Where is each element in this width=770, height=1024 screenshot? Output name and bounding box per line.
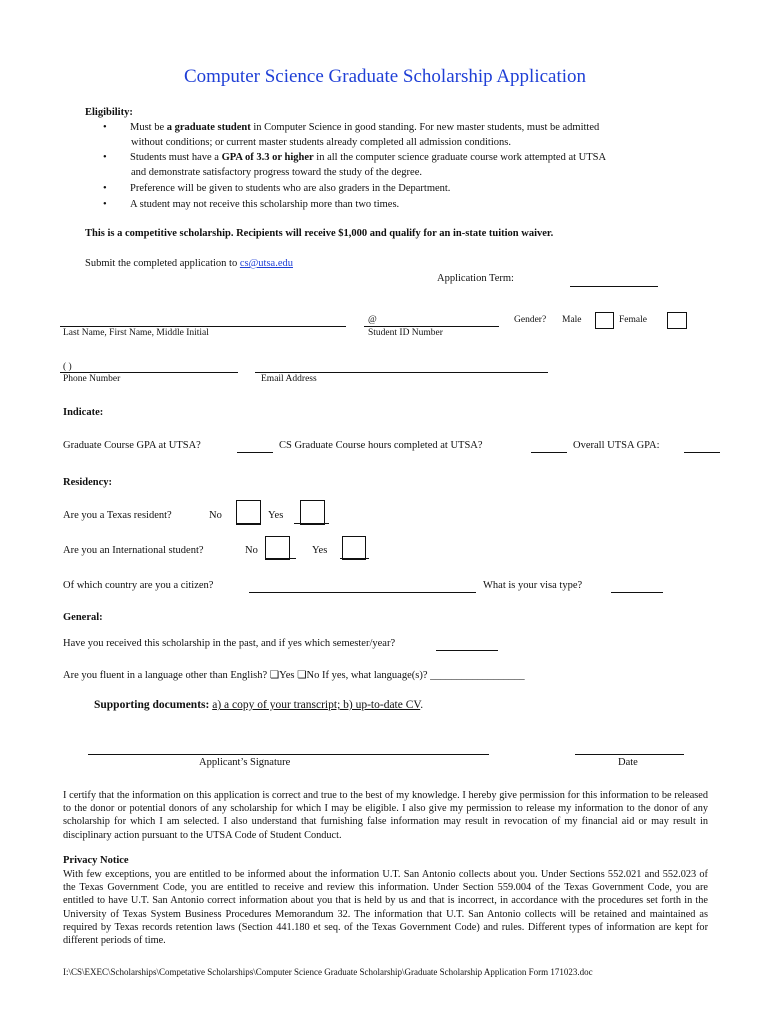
- privacy-text: With few exceptions, you are entitled to be informed about the information U.T. San Antonio collects about you. Under Sections 552.021 and 552.023 of the Texas Government Code, you are entitled to receive and review this information. Under Section 559.004 of the Texas Government Code, you are entitled to have U.T. San Antonio correct information about you that is held by us and that is incorrect, in accordance with the procedures set forth in the University of Texas System Business Procedures Memorandum 32. The information that U.T. San Antonio collects will be retained and maintained as required by Texas records retention laws (Section 441.180 et seq. of the Texas Government Code) and rules. Different types of information are kept for different periods of time.: [63, 869, 708, 947]
- supporting-text: a) a copy of your transcript; b) up-to-date CV: [212, 699, 421, 711]
- fluent-question: Are you fluent in a language other than English?: [63, 670, 268, 681]
- supporting-documents: [94, 699, 423, 711]
- visa-question: What is your visa type?: [483, 580, 583, 591]
- student-id-label: Student ID Number: [368, 328, 443, 338]
- bullet-1-text-a: Must be: [130, 122, 167, 133]
- bullet-3-text: Preference will be given to students who are also graders in the Department.: [130, 183, 451, 194]
- fluent-yes-label: Yes: [279, 670, 295, 681]
- general-heading: General:: [63, 612, 103, 623]
- competitive-note: This is a competitive scholarship. Recipients will receive $1,000 and qualify for an in-state tuition waiver.: [85, 228, 554, 239]
- phone-label: Phone Number: [63, 374, 121, 384]
- eligibility-bullet-4: [108, 199, 399, 210]
- residency-heading: Residency:: [63, 477, 112, 488]
- bullet-2-text-b: in all the computer science graduate course work attempted at UTSA: [313, 152, 607, 163]
- cs-hours-label: CS Graduate Course hours completed at UTSA?: [279, 440, 483, 451]
- gpa-label: Graduate Course GPA at UTSA?: [63, 440, 201, 451]
- bullet-2-text-a: Students must have a: [130, 152, 222, 163]
- signature-label: Applicant’s Signature: [199, 757, 291, 768]
- name-field[interactable]: [60, 326, 346, 327]
- texas-no-label: No: [209, 510, 222, 521]
- overall-gpa-field[interactable]: [684, 452, 720, 453]
- email-label: Email Address: [261, 374, 317, 384]
- gender-label: Gender?: [514, 315, 547, 325]
- submit-email-link[interactable]: cs@utsa.edu: [239, 258, 293, 269]
- intl-no-label: No: [245, 545, 258, 556]
- texas-yes-label: Yes: [268, 510, 284, 521]
- date-field[interactable]: [575, 754, 684, 755]
- intl-no-underline: [265, 558, 296, 559]
- privacy-heading: Privacy Notice: [63, 855, 129, 866]
- female-checkbox[interactable]: [667, 312, 687, 329]
- phone-field[interactable]: [60, 372, 238, 373]
- intl-yes-label: Yes: [312, 545, 328, 556]
- male-checkbox[interactable]: [595, 312, 614, 329]
- at-sign: @: [368, 315, 377, 325]
- name-label: Last Name, First Name, Middle Initial: [63, 328, 209, 338]
- language-field[interactable]: __________________: [430, 670, 525, 681]
- eligibility-bullet-2: [108, 152, 606, 163]
- intl-no-checkbox[interactable]: [265, 536, 290, 560]
- application-term-label: Application Term:: [437, 273, 514, 284]
- male-label: Male: [562, 315, 582, 325]
- international-question: Are you an International student?: [63, 545, 204, 556]
- email-field[interactable]: [255, 372, 548, 373]
- received-question: Have you received this scholarship in the past, and if yes which semester/year?: [63, 638, 396, 649]
- supporting-label: Supporting documents:: [94, 699, 210, 711]
- eligibility-bullet-3: [108, 183, 450, 194]
- application-term-field[interactable]: [570, 286, 658, 287]
- overall-gpa-label: Overall UTSA GPA:: [573, 440, 660, 451]
- eligibility-bullet-1: [108, 122, 599, 133]
- bullet-4-text: A student may not receive this scholarship more than two times.: [130, 199, 400, 210]
- texas-yes-checkbox[interactable]: [300, 500, 325, 525]
- fluent-if-yes-label: If yes, what language(s)?: [321, 670, 428, 681]
- texas-no-underline: [236, 523, 260, 524]
- fluent-no-checkbox[interactable]: ❏: [297, 670, 307, 681]
- phone-prefix: ( ): [63, 362, 72, 372]
- citizenship-field[interactable]: [249, 592, 476, 593]
- intl-yes-checkbox[interactable]: [342, 536, 366, 560]
- date-label: Date: [618, 757, 638, 768]
- texas-resident-question: Are you a Texas resident?: [63, 510, 172, 521]
- footer-file-path: I:\CS\EXEC\Scholarships\Competative Scholarships\Computer Science Graduate Scholarship\Graduate Scholarship Application Form 171023.doc: [63, 967, 593, 977]
- supporting-period: .: [420, 699, 424, 711]
- eligibility-bullet-1-line2: without conditions; or current master students already completed all admission conditions.: [131, 137, 511, 148]
- texas-no-checkbox[interactable]: [236, 500, 261, 525]
- submit-line: [85, 258, 293, 269]
- submit-text: Submit the completed application to: [85, 258, 240, 269]
- texas-yes-underline: [294, 523, 329, 524]
- bullet-2-bold: GPA of 3.3 or higher: [221, 152, 314, 163]
- intl-yes-underline: [340, 558, 369, 559]
- female-label: Female: [619, 315, 647, 325]
- fluent-yes-checkbox[interactable]: ❏: [269, 670, 280, 681]
- cs-hours-field[interactable]: [531, 452, 567, 453]
- citizenship-question: Of which country are you a citizen?: [63, 580, 214, 591]
- eligibility-bullet-2-line2: and demonstrate satisfactory progress toward the study of the degree.: [131, 167, 422, 178]
- bullet-1-bold: a graduate student: [166, 122, 251, 133]
- fluent-line: [63, 669, 525, 681]
- eligibility-heading: Eligibility:: [85, 107, 133, 118]
- gpa-field[interactable]: [237, 452, 273, 453]
- indicate-heading: Indicate:: [63, 407, 104, 418]
- student-id-field[interactable]: [364, 326, 499, 327]
- page-title: Computer Science Graduate Scholarship Application: [183, 66, 587, 87]
- signature-field[interactable]: [88, 754, 489, 755]
- certification-text: I certify that the information on this application is correct and true to the best of my knowledge. I hereby give permission for this information to be released to the donor or potential donors of any scholarship for which I may be eligible. I also give my permission to release my information to the donor of any scholarship for which I am selected. I also understand that furnishing false information may result in revocation of my financial aid or may result in disciplinary action pursuant to the UTSA Code of Student Conduct.: [63, 790, 708, 841]
- visa-field[interactable]: [611, 592, 663, 593]
- fluent-no-label: No: [306, 670, 320, 681]
- received-field[interactable]: [436, 650, 498, 651]
- bullet-1-text-b: in Computer Science in good standing. For new master students, must be admitted: [250, 122, 600, 133]
